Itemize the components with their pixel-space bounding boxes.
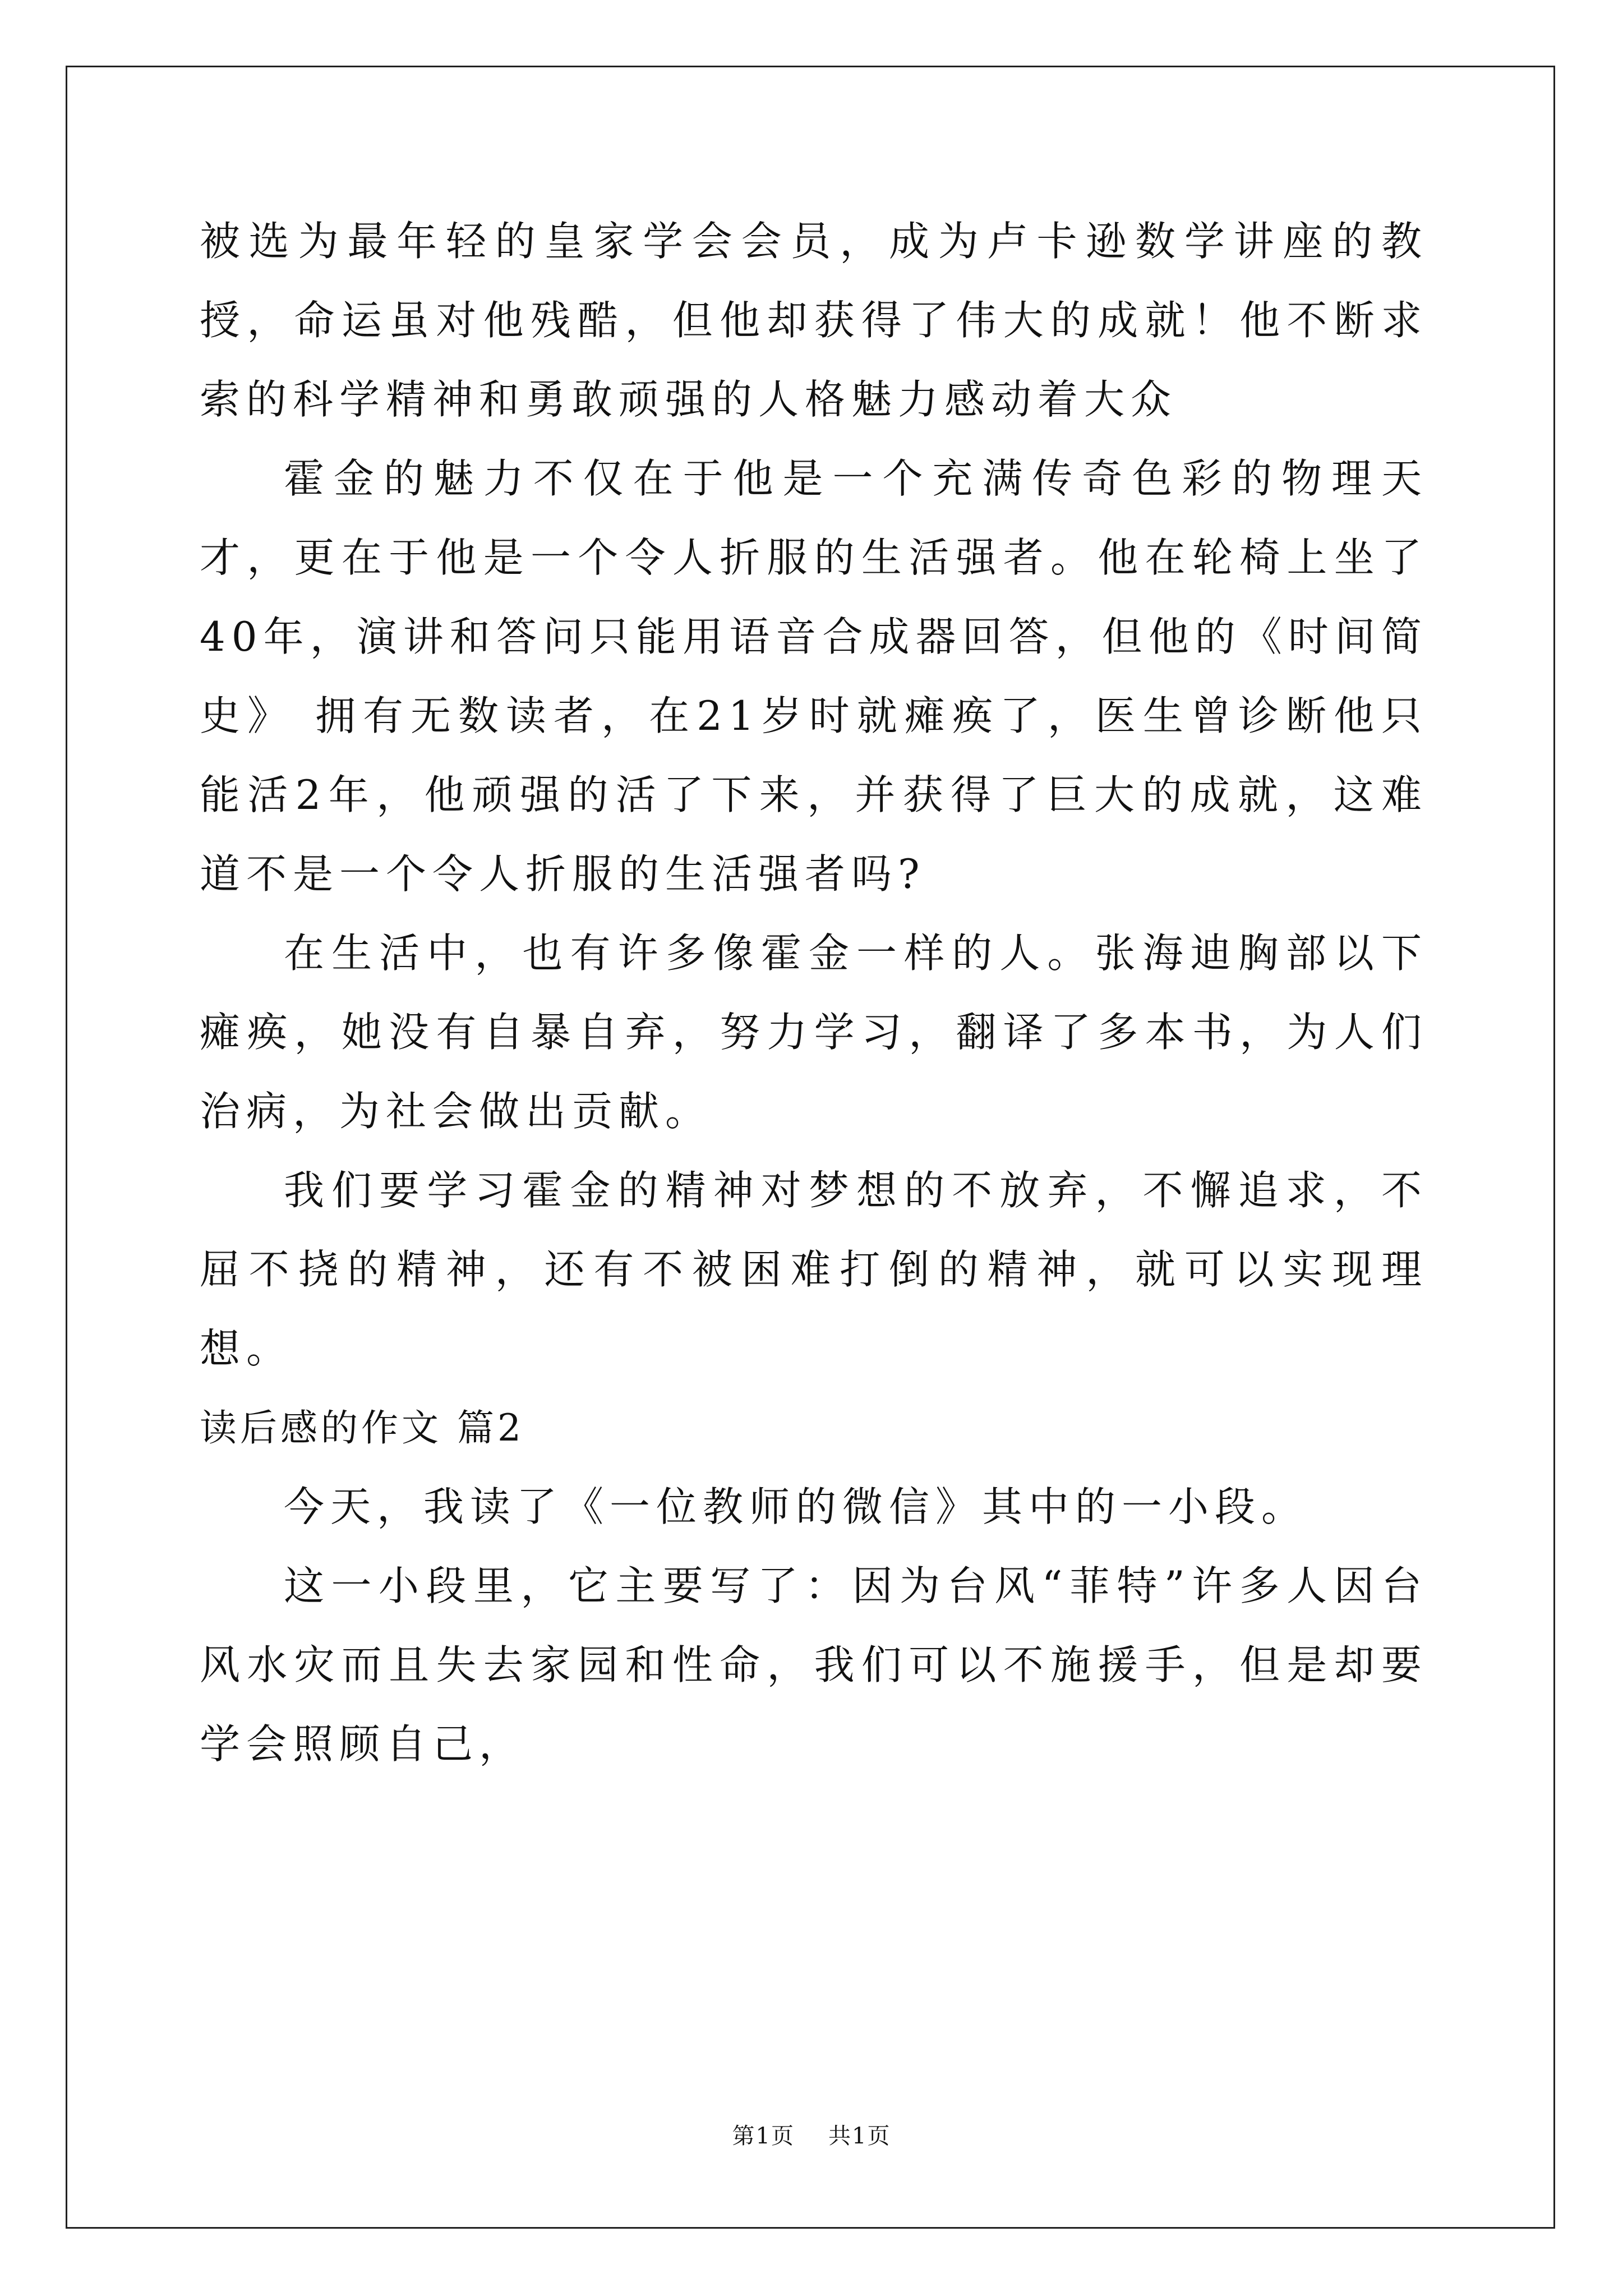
section-heading: 读后感的作文 篇2 [200, 1406, 524, 1450]
page-number: 第1页 [732, 2123, 795, 2149]
paragraph-2: 霍金的魅力不仅在于他是一个充满传奇色彩的物理天才，更在于他是一个令人折服的生活强者。他在轮椅上坐了40年，演讲和答问只能用语音合成器回答，但他的《时间简史》 拥有无数读者，在21岁时就瘫痪了，医生曾诊断他只能活2年，他顽强的活了下来，并获得了巨大的成就，这难道不是一个令人折服的生活强者吗? [200, 455, 1428, 898]
paragraph-6: 这一小段里，它主要写了：因为台风“菲特”许多人因台风水灾而且失去家园和性命，我们可以不施援手，但是却要学会照顾自己， [200, 1562, 1428, 1768]
paragraph-3: 在生活中，也有许多像霍金一样的人。张海迪胸部以下瘫痪，她没有自暴自弃，努力学习，翻译了多本书，为人们治病，为社会做出贡献。 [200, 930, 1428, 1135]
document-body [200, 202, 1428, 1784]
paragraph-4: 我们要学习霍金的精神对梦想的不放弃，不懈追求，不屈不挠的精神，还有不被困难打倒的精神，就可以实现理想。 [200, 1167, 1428, 1372]
page-total: 共1页 [828, 2123, 891, 2149]
page-footer [0, 2119, 1623, 2153]
paragraph-1: 被选为最年轻的皇家学会会员，成为卢卡逊数学讲座的教授，命运虽对他残酷，但他却获得了伟大的成就！他不断求索的科学精神和勇敢顽强的人格魅力感动着大众 [200, 218, 1428, 423]
paragraph-5: 今天，我读了《一位教师的微信》其中的一小段。 [284, 1483, 1308, 1530]
